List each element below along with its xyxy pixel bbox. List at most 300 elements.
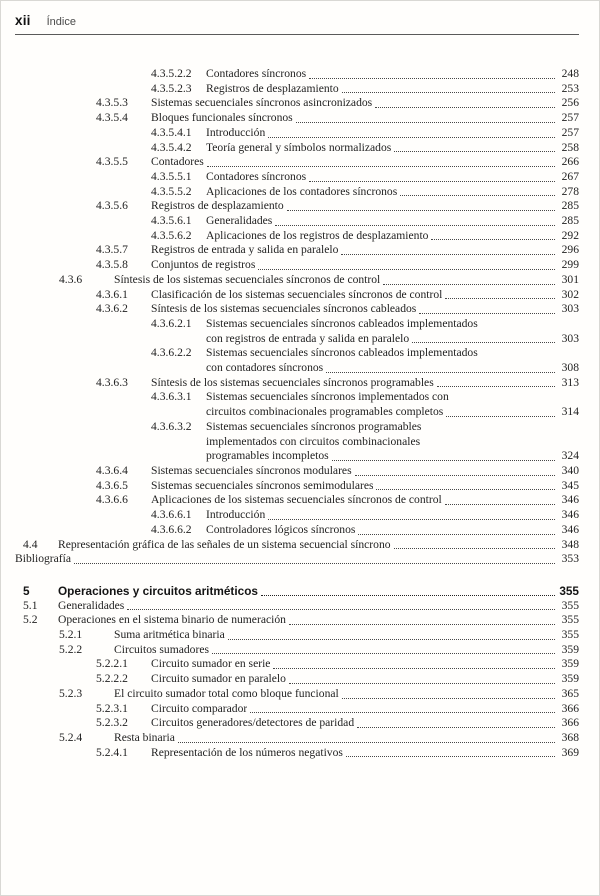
entry-number: 5.1 [23, 598, 38, 612]
entry-page: 302 [561, 287, 579, 301]
entry-line [206, 82, 579, 97]
entry-body [206, 82, 579, 97]
entry-line [206, 390, 579, 405]
entry-title: Conjuntos de registros [151, 258, 256, 272]
entry-number: 4.3.5.4.2 [151, 140, 192, 154]
entry-line [206, 317, 579, 332]
dot-leader [357, 727, 555, 728]
entry-page: 314 [561, 405, 579, 419]
entry-page: 346 [561, 508, 579, 522]
entry-title: Clasificación de los sistemas secuenciales síncronos de control [151, 287, 443, 301]
entry-page: 365 [561, 686, 579, 700]
entry-body [151, 657, 579, 672]
entry-body [114, 628, 579, 643]
entry-body [58, 613, 579, 628]
entry-page: 308 [561, 361, 579, 375]
toc-entry [23, 538, 579, 553]
entry-number: 5.2.2.2 [96, 672, 128, 686]
entry-body [151, 199, 579, 214]
entry-body [114, 273, 579, 288]
running-header-title: Índice [46, 16, 76, 28]
toc-entry [96, 672, 579, 687]
entry-line [151, 376, 579, 391]
entry-body [58, 584, 579, 599]
toc-entry [23, 584, 579, 599]
entry-page: 296 [561, 243, 579, 257]
toc-entry [151, 170, 579, 185]
entry-line [58, 584, 579, 599]
entry-body [206, 508, 579, 523]
entry-number: 5.2.2.1 [96, 657, 128, 671]
entry-line [206, 420, 579, 435]
entry-title: Sistemas secuenciales síncronos implementados con [206, 390, 449, 404]
entry-page: 355 [559, 583, 579, 598]
dot-leader [376, 489, 555, 490]
toc-entry [96, 493, 579, 508]
entry-number: 5.2.4.1 [96, 745, 128, 759]
dot-leader [342, 698, 555, 699]
toc-entry [96, 258, 579, 273]
entry-title: Síntesis de los sistemas secuenciales síncronos cableados [151, 302, 417, 316]
entry-page: 267 [561, 169, 579, 183]
entry-body [151, 302, 579, 317]
entry-line [151, 672, 579, 687]
entry-title: Sistemas secuenciales síncronos modulares [151, 463, 352, 477]
entry-title: con contadores síncronos [206, 361, 324, 375]
entry-body [151, 672, 579, 687]
entry-body [206, 141, 579, 156]
entry-number: 5 [23, 583, 30, 598]
dot-leader [400, 195, 555, 196]
entry-title: Generalidades [206, 214, 273, 228]
entry-line [206, 67, 579, 82]
dot-leader [419, 313, 555, 314]
dot-leader [289, 683, 555, 684]
dot-leader [296, 122, 555, 123]
entry-number: 4.3.6.3 [96, 375, 128, 389]
entry-body [206, 523, 579, 538]
entry-line [151, 493, 579, 508]
entry-title: Contadores síncronos [206, 169, 307, 183]
entry-body [151, 716, 579, 731]
entry-title: Teoría general y símbolos normalizados [206, 140, 392, 154]
entry-page: 292 [561, 228, 579, 242]
toc-entry [96, 96, 579, 111]
dot-leader [127, 609, 555, 610]
entry-body [206, 185, 579, 200]
entry-body [206, 420, 579, 464]
entry-line [151, 479, 579, 494]
dot-leader [212, 653, 555, 654]
entry-title: Contadores síncronos [206, 67, 307, 80]
entry-line [151, 258, 579, 273]
entry-title: Representación de los números negativos [151, 745, 343, 759]
toc-entry [15, 552, 579, 567]
entry-line [206, 229, 579, 244]
entry-page: 303 [561, 302, 579, 316]
entry-page: 340 [561, 463, 579, 477]
toc-entry [59, 643, 579, 658]
entry-page: 355 [561, 613, 579, 627]
entry-number: 4.4 [23, 537, 38, 551]
entry-title: Aplicaciones de los contadores síncronos [206, 184, 398, 198]
dot-leader [258, 269, 555, 270]
entry-line [151, 96, 579, 111]
toc-entry [59, 628, 579, 643]
entry-number: 4.3.5.4 [96, 111, 128, 125]
entry-title: Síntesis de los sistemas secuenciales síncronos de control [114, 272, 381, 286]
entry-page: 346 [561, 493, 579, 507]
toc-entry [59, 687, 579, 702]
toc-entry [151, 214, 579, 229]
entry-body [151, 243, 579, 258]
entry-body [151, 464, 579, 479]
entry-number: 5.2.3.1 [96, 701, 128, 715]
dot-leader [394, 151, 555, 152]
entry-title: Representación gráfica de las señales de un sistema secuencial síncrono [58, 537, 391, 551]
entry-line [206, 346, 579, 361]
entry-number: 4.3.5.2.3 [151, 81, 192, 95]
dot-leader [326, 372, 555, 373]
entry-number: 4.3.6.6 [96, 493, 128, 507]
entry-page: 253 [561, 81, 579, 95]
entry-number: 4.3.5.8 [96, 258, 128, 272]
entry-number: 5.2 [23, 613, 38, 627]
toc-entry [59, 273, 579, 288]
entry-line [151, 302, 579, 317]
entry-body [58, 599, 579, 614]
entry-number: 5.2.4 [59, 730, 83, 744]
dot-leader [268, 519, 555, 520]
entry-number: 4.3.5.5.1 [151, 169, 192, 183]
toc-entry [96, 302, 579, 317]
dot-leader [268, 137, 555, 138]
toc-entry [151, 229, 579, 244]
entry-title: Introducción [206, 125, 266, 139]
entry-page: 353 [561, 552, 579, 566]
header-rule [15, 34, 579, 35]
entry-number: 4.3.6.6.1 [151, 508, 192, 522]
entry-page: 366 [561, 701, 579, 715]
toc-entry [96, 464, 579, 479]
dot-leader [287, 210, 555, 211]
entry-line [206, 449, 579, 464]
entry-body [151, 111, 579, 126]
entry-body [151, 155, 579, 170]
entry-title: circuitos combinacionales programables completos [206, 405, 444, 419]
entry-title: Registros de desplazamiento [151, 199, 284, 213]
entry-body [206, 317, 579, 346]
dot-leader [445, 504, 555, 505]
entry-number: 5.2.2 [59, 642, 83, 656]
entry-line [15, 552, 579, 567]
dot-leader [431, 239, 555, 240]
toc-entry [151, 126, 579, 141]
entry-page: 258 [561, 140, 579, 154]
entry-number: 4.3.6.3.2 [151, 419, 192, 433]
toc-entry [96, 243, 579, 258]
entry-page: 257 [561, 111, 579, 125]
entry-title: Generalidades [58, 598, 125, 612]
entry-number: 4.3.5.4.1 [151, 125, 192, 139]
toc-entry [59, 731, 579, 746]
entry-line [114, 643, 579, 658]
entry-page: 248 [561, 67, 579, 80]
entry-number: 4.3.5.3 [96, 96, 128, 110]
entry-number: 4.3.6.4 [96, 463, 128, 477]
entry-line [206, 435, 579, 450]
entry-line [206, 523, 579, 538]
entry-title: Resta binaria [114, 730, 175, 744]
dot-leader [355, 475, 555, 476]
dot-leader [332, 460, 555, 461]
entry-page: 355 [561, 598, 579, 612]
entry-title: Registros de entrada y salida en paralelo [151, 243, 339, 257]
entry-number: 4.3.6.3.1 [151, 390, 192, 404]
toc-entry [151, 67, 579, 82]
entry-number: 4.3.6.5 [96, 478, 128, 492]
entry-page: 355 [561, 628, 579, 642]
dot-leader [178, 742, 555, 743]
entry-title: El circuito sumador total como bloque funcional [114, 686, 339, 700]
dot-leader [250, 712, 555, 713]
entry-title: Suma aritmética binaria [114, 628, 225, 642]
dot-leader [289, 624, 555, 625]
toc-entry [96, 702, 579, 717]
dot-leader [358, 534, 555, 535]
entry-page: 368 [561, 730, 579, 744]
entry-number: 4.3.6 [59, 272, 83, 286]
entry-page: 359 [561, 672, 579, 686]
entry-line [114, 628, 579, 643]
entry-line [151, 243, 579, 258]
entry-page: 359 [561, 642, 579, 656]
entry-page: 301 [561, 272, 579, 286]
entry-body [206, 214, 579, 229]
entry-number: 4.3.5.5 [96, 155, 128, 169]
entry-title: Bloques funcionales síncronos [151, 111, 293, 125]
entry-line [206, 332, 579, 347]
entry-title: Circuitos sumadores [114, 642, 209, 656]
entry-title: implementados con circuitos combinacionales [206, 434, 421, 448]
entry-line [58, 613, 579, 628]
entry-page: 257 [561, 125, 579, 139]
entry-line [206, 508, 579, 523]
dot-leader [346, 756, 555, 757]
entry-number: 4.3.5.6.2 [151, 228, 192, 242]
toc-list [15, 67, 579, 760]
page-header [15, 11, 579, 28]
entry-body [151, 96, 579, 111]
entry-page: 256 [561, 96, 579, 110]
entry-line [58, 538, 579, 553]
entry-line [151, 111, 579, 126]
toc-entry [96, 155, 579, 170]
entry-line [206, 141, 579, 156]
toc-entry [96, 199, 579, 214]
entry-line [151, 746, 579, 761]
entry-body [151, 376, 579, 391]
dot-leader [437, 386, 555, 387]
entry-body [151, 702, 579, 717]
entry-page: 369 [561, 745, 579, 759]
entry-page: 346 [561, 522, 579, 536]
entry-title: Contadores [151, 155, 204, 169]
entry-number: 4.3.5.7 [96, 243, 128, 257]
entry-line [151, 199, 579, 214]
entry-body [206, 229, 579, 244]
entry-page: 345 [561, 478, 579, 492]
toc-entry [151, 185, 579, 200]
dot-leader [228, 639, 555, 640]
entry-title: Bibliografía [15, 552, 72, 566]
dot-leader [275, 225, 555, 226]
entry-number: 4.3.5.5.2 [151, 184, 192, 198]
entry-body [114, 643, 579, 658]
entry-title: Controladores lógicos síncronos [206, 522, 356, 536]
entry-title: Operaciones en el sistema binario de numeración [58, 613, 286, 627]
entry-body [206, 346, 579, 375]
entry-page: 278 [561, 184, 579, 198]
toc-entry [23, 613, 579, 628]
entry-title: Sistemas secuenciales síncronos programables [206, 419, 422, 433]
entry-page: 303 [561, 331, 579, 345]
entry-title: programables incompletos [206, 449, 329, 463]
entry-body [15, 552, 579, 567]
entry-title: Síntesis de los sistemas secuenciales síncronos programables [151, 375, 434, 389]
toc-entry [96, 376, 579, 391]
entry-line [151, 702, 579, 717]
toc-entry [151, 420, 579, 464]
entry-title: Sistemas secuenciales síncronos cableados implementados [206, 316, 478, 330]
entry-number: 4.3.6.2.2 [151, 346, 192, 360]
toc-entry [96, 657, 579, 672]
dot-leader [394, 548, 555, 549]
entry-line [206, 405, 579, 420]
entry-number: 5.2.3.2 [96, 716, 128, 730]
dot-leader [383, 284, 555, 285]
dot-leader [309, 78, 555, 79]
entry-title: Circuitos generadores/detectores de paridad [151, 716, 355, 730]
entry-title: Introducción [206, 508, 266, 522]
entry-page: 324 [561, 449, 579, 463]
entry-title: Registros de desplazamiento [206, 81, 339, 95]
entry-page: 359 [561, 657, 579, 671]
dot-leader [445, 298, 555, 299]
entry-line [151, 464, 579, 479]
entry-page: 285 [561, 199, 579, 213]
entry-title: con registros de entrada y salida en paralelo [206, 331, 410, 345]
entry-body [151, 746, 579, 761]
toc-entry [96, 479, 579, 494]
dot-leader [273, 668, 555, 669]
entry-title: Circuito comparador [151, 701, 248, 715]
entry-line [151, 716, 579, 731]
entry-body [206, 170, 579, 185]
entry-number: 5.2.1 [59, 628, 83, 642]
entry-number: 4.3.5.2.2 [151, 67, 192, 80]
entry-body [206, 390, 579, 419]
entry-line [206, 185, 579, 200]
entry-title: Circuito sumador en serie [151, 657, 271, 671]
entry-line [114, 687, 579, 702]
toc-entry [96, 716, 579, 731]
toc-entry [23, 599, 579, 614]
dot-leader [341, 254, 555, 255]
entry-line [151, 155, 579, 170]
entry-line [151, 288, 579, 303]
toc-entry [151, 508, 579, 523]
entry-body [114, 687, 579, 702]
toc-entry [151, 141, 579, 156]
entry-title: Aplicaciones de los sistemas secuenciales síncronos de control [151, 493, 442, 507]
entry-body [151, 258, 579, 273]
toc-entry [151, 523, 579, 538]
entry-body [58, 538, 579, 553]
entry-line [206, 126, 579, 141]
entry-body [151, 288, 579, 303]
toc-entry [96, 111, 579, 126]
entry-line [58, 599, 579, 614]
dot-leader [342, 92, 555, 93]
entry-line [206, 214, 579, 229]
entry-body [151, 479, 579, 494]
entry-line [151, 657, 579, 672]
toc-entry [151, 82, 579, 97]
entry-number: 4.3.6.6.2 [151, 522, 192, 536]
entry-line [114, 731, 579, 746]
dot-leader [375, 107, 555, 108]
dot-leader [207, 166, 555, 167]
entry-line [114, 273, 579, 288]
entry-number: 4.3.5.6.1 [151, 214, 192, 228]
dot-leader [309, 181, 555, 182]
entry-number: 4.3.6.2 [96, 302, 128, 316]
entry-title: Operaciones y circuitos aritméticos [58, 583, 258, 598]
entry-line [206, 170, 579, 185]
entry-body [206, 126, 579, 141]
entry-body [114, 731, 579, 746]
entry-page: 285 [561, 214, 579, 228]
entry-title: Sistemas secuenciales síncronos semimodulares [151, 478, 374, 492]
toc-entry [151, 346, 579, 375]
entry-number: 5.2.3 [59, 686, 83, 700]
dot-leader [446, 416, 555, 417]
entry-line [206, 361, 579, 376]
entry-number: 4.3.5.6 [96, 199, 128, 213]
toc-entry [96, 288, 579, 303]
entry-page: 266 [561, 155, 579, 169]
entry-body [151, 493, 579, 508]
entry-page: 348 [561, 537, 579, 551]
entry-title: Aplicaciones de los registros de desplazamiento [206, 228, 429, 242]
toc-entry [151, 317, 579, 346]
toc-entry [96, 746, 579, 761]
dot-leader [412, 342, 555, 343]
dot-leader [74, 563, 555, 564]
entry-title: Circuito sumador en paralelo [151, 672, 286, 686]
entry-page: 313 [561, 375, 579, 389]
page-folio: xii [15, 13, 31, 28]
entry-body [206, 67, 579, 82]
entry-title: Sistemas secuenciales síncronos cableados implementados [206, 346, 478, 360]
dot-leader [261, 595, 555, 596]
entry-title: Sistemas secuenciales síncronos asincronizados [151, 96, 373, 110]
toc-entry [151, 390, 579, 419]
entry-number: 4.3.6.1 [96, 287, 128, 301]
entry-page: 366 [561, 716, 579, 730]
entry-number: 4.3.6.2.1 [151, 316, 192, 330]
